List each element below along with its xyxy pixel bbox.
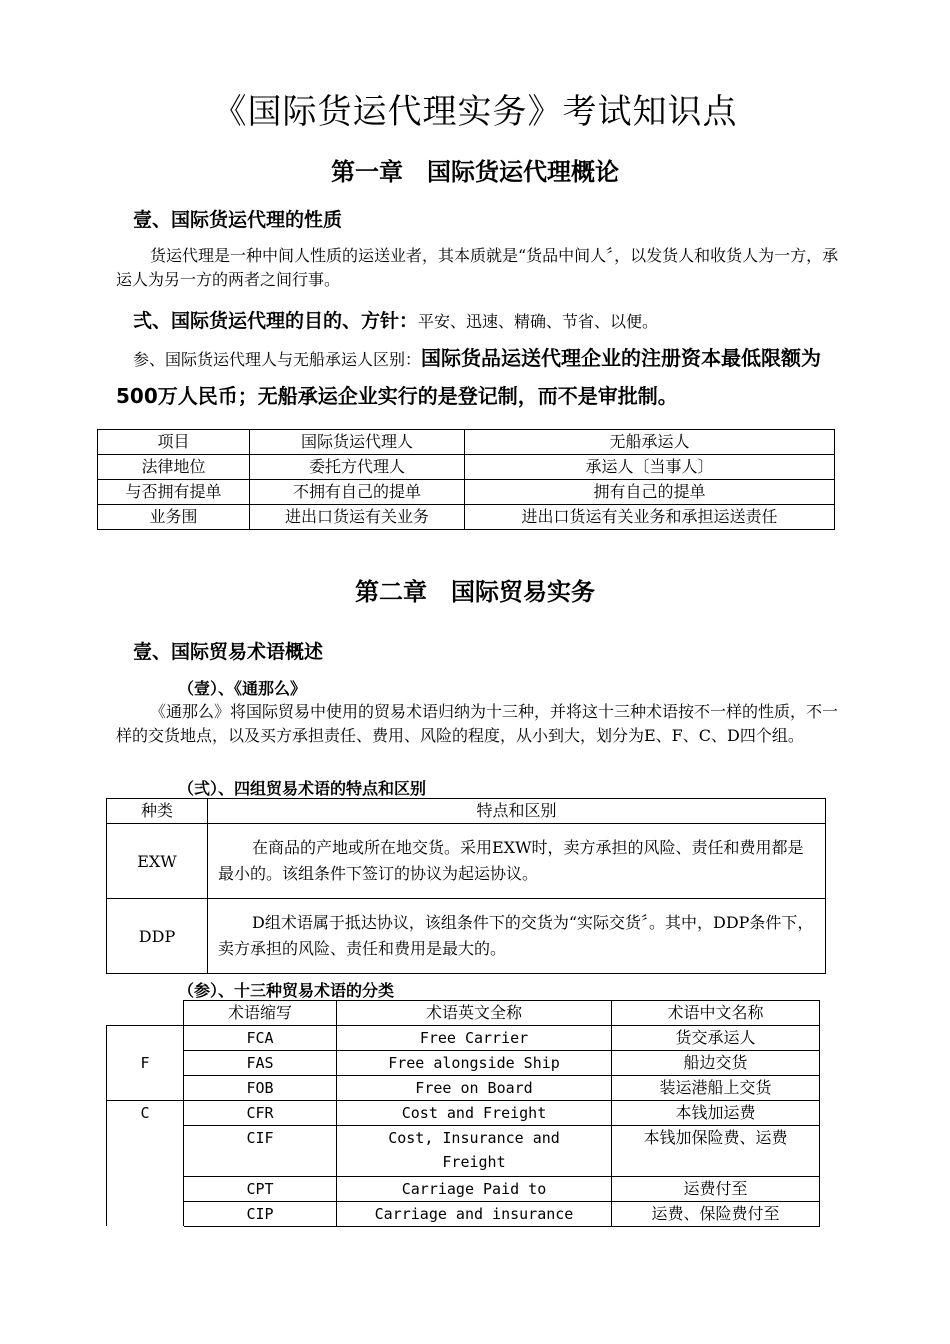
term-groups-table bbox=[106, 798, 826, 974]
table-cell: CPT bbox=[184, 1177, 337, 1202]
forwarder-vs-nvocc-table bbox=[97, 429, 835, 530]
chapter-1-title: 第一章 国际货运代理概论 bbox=[331, 158, 619, 186]
subsection-1-body: 《通那么》将国际贸易中使用的贸易术语归纳为十三种，并将这十三种术语按不一样的性质，不一样的交货地点，以及买方承担责任、费用、风险的程度，从小到大，划分为E、F、C、D四个组。 bbox=[116, 702, 839, 745]
table-row bbox=[107, 824, 826, 899]
table-cell: CIP bbox=[184, 1202, 337, 1227]
table-cell: 承运人〔当事人〕 bbox=[465, 455, 835, 480]
section-2-heading: 弍、国际货运代理的目的、方针： bbox=[133, 310, 419, 332]
table-cell-description bbox=[208, 824, 826, 899]
document-title: 《国际货运代理实务》考试知识点 bbox=[212, 92, 738, 132]
table-cell: 进出口货运有关业务 bbox=[250, 505, 465, 530]
description-text: D组术语属于抵达协议，该组条件下的交货为“实际交货〞。其中，DDP条件下，卖方承担的风险、责任和费用是最大的。 bbox=[218, 913, 814, 958]
table-row bbox=[107, 1026, 820, 1051]
section-1-heading: 壹、国际货运代理的性质 bbox=[133, 209, 343, 231]
table-header-row bbox=[107, 1001, 820, 1026]
table-header-cell: 项目 bbox=[98, 430, 250, 455]
table-cell: EXW bbox=[107, 824, 208, 899]
table-cell: FAS bbox=[184, 1051, 337, 1076]
table-cell: 法律地位 bbox=[98, 455, 250, 480]
section-3-bold-text: 国际货品运送代理企业的注册资本最低限额为500万人民币；无船承运企业实行的是登记制，而不是审批制。 bbox=[116, 346, 822, 408]
section-3-paragraph bbox=[116, 340, 846, 416]
table-row bbox=[98, 455, 835, 480]
table-cell: Carriage Paid to bbox=[337, 1177, 612, 1202]
table-cell: FCA bbox=[184, 1026, 337, 1051]
table-cell: 不拥有自己的提单 bbox=[250, 480, 465, 505]
section-1-body: 货运代理是一种中间人性质的运送业者，其本质就是“货品中间人〞，以发货人和收货人为一方，承运人为另一方的两者之间行事。 bbox=[116, 246, 839, 289]
group-label-c: C bbox=[107, 1101, 184, 1227]
table-cell: FOB bbox=[184, 1076, 337, 1101]
table-header-cell: 术语中文名称 bbox=[612, 1001, 820, 1026]
table-row bbox=[107, 1051, 820, 1076]
table-cell: 运费、保险费付至 bbox=[612, 1202, 820, 1227]
table-row bbox=[98, 505, 835, 530]
description-text: 在商品的产地或所在地交货。采用EXW时，卖方承担的风险、责任和费用都是最小的。该组条件下签订的协议为起运协议。 bbox=[218, 838, 804, 883]
table-cell: Cost and Freight bbox=[337, 1101, 612, 1126]
table-cell: 委托方代理人 bbox=[250, 455, 465, 480]
table-cell: 进出口货运有关业务和承担运送责任 bbox=[465, 505, 835, 530]
section-2-line bbox=[133, 306, 658, 333]
table-cell: 本钱加保险费、运费 bbox=[612, 1126, 820, 1177]
table-row bbox=[107, 1202, 820, 1227]
table-cell: CIF bbox=[184, 1126, 337, 1177]
table-header-cell: 特点和区别 bbox=[208, 799, 826, 824]
table-row bbox=[107, 1101, 820, 1126]
subsection-3-heading: （参）、十三种贸易术语的分类 bbox=[178, 981, 395, 1000]
chapter-2-section-1-heading: 壹、国际贸易术语概述 bbox=[133, 641, 324, 663]
table-header-row bbox=[98, 430, 835, 455]
table-cell-description bbox=[208, 899, 826, 974]
subsection-1-heading: （壹）、《通那么》 bbox=[178, 679, 307, 698]
table-header-cell: 种类 bbox=[107, 799, 208, 824]
table-cell: Free on Board bbox=[337, 1076, 612, 1101]
table-header-cell: 国际货运代理人 bbox=[250, 430, 465, 455]
table-cell: Carriage and insurance bbox=[337, 1202, 612, 1227]
table-cell: 运费付至 bbox=[612, 1177, 820, 1202]
table-cell: 拥有自己的提单 bbox=[465, 480, 835, 505]
table-cell: CFR bbox=[184, 1101, 337, 1126]
table-cell: Free alongside Ship bbox=[337, 1051, 612, 1076]
table-cell: 本钱加运费 bbox=[612, 1101, 820, 1126]
table-cell: Free Carrier bbox=[337, 1026, 612, 1051]
trade-terms-table bbox=[106, 1000, 820, 1227]
table-row bbox=[107, 1126, 820, 1177]
section-2-values: 平安、迅速、精确、节省、以便。 bbox=[418, 312, 659, 331]
section-1-text bbox=[116, 244, 846, 292]
table-header-cell: 无船承运人 bbox=[465, 430, 835, 455]
table-row bbox=[107, 899, 826, 974]
table-cell: DDP bbox=[107, 899, 208, 974]
table-cell: 业务围 bbox=[98, 505, 250, 530]
table-cell: 货交承运人 bbox=[612, 1026, 820, 1051]
group-label-f: F bbox=[107, 1026, 184, 1101]
chapter-2-title: 第二章 国际贸易实务 bbox=[355, 578, 595, 606]
table-row bbox=[107, 1076, 820, 1101]
table-header-cell: 术语缩写 bbox=[184, 1001, 337, 1026]
table-row bbox=[98, 480, 835, 505]
table-cell: 与否拥有提单 bbox=[98, 480, 250, 505]
table-row bbox=[107, 1177, 820, 1202]
table-header-cell: 术语英文全称 bbox=[337, 1001, 612, 1026]
table-cell: Cost, Insurance and Freight bbox=[337, 1126, 612, 1177]
subsection-1-text bbox=[116, 700, 851, 748]
table-cell: 装运港船上交货 bbox=[612, 1076, 820, 1101]
section-3-lead: 参、国际货运代理人与无船承运人区别： bbox=[133, 350, 422, 369]
table-header-row bbox=[107, 799, 826, 824]
table-cell: 船边交货 bbox=[612, 1051, 820, 1076]
subsection-2-heading: （弍）、四组贸易术语的特点和区别 bbox=[178, 779, 427, 798]
table-corner-cell bbox=[107, 1001, 184, 1026]
